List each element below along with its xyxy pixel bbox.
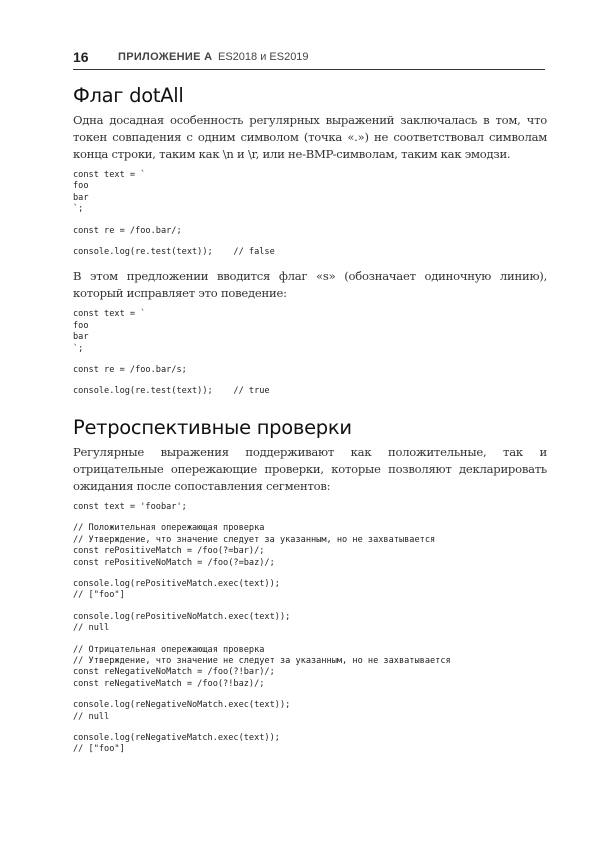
code-block	[73, 170, 547, 258]
section-heading-lookaround: Ретроспективные проверки	[73, 415, 352, 439]
paragraph: Одна досадная особенность регулярных выражений заключалась в том, что токен совпадения с одним символом (точка «.») не соответствовал символам конца строки, таким как \n и \r, или не-BMP-символам, таким как эмодзи.	[73, 113, 547, 161]
chapter-subtitle: ES2018 и ES2019	[218, 51, 309, 63]
code-block	[73, 309, 547, 397]
code-group: const re = /foo.bar/s;	[73, 365, 187, 376]
code-group: const re = /foo.bar/;	[73, 225, 182, 236]
page-content	[73, 84, 547, 766]
code-group: const text = 'foobar';	[73, 501, 187, 512]
code-block	[73, 502, 547, 756]
code-group: // Положительная опережающая проверка // Утверждение, что значение следует за указанным, но не захватывается const rePositiveMatch = /foo(?=bar)/; const rePositiveNoMatch = /foo(?=baz)/;	[73, 523, 436, 568]
page-number: 16	[73, 49, 89, 65]
code-group: const text = ` foo bar `;	[73, 309, 146, 354]
code-group: console.log(rePositiveNoMatch.exec(text)); // null	[73, 611, 291, 634]
paragraph: В этом предложении вводится флаг «s» (обозначает одиночную линию), который исправляет это поведение:	[73, 269, 547, 301]
code-group: const text = ` foo bar `;	[73, 170, 146, 215]
code-group: // Отрицательная опережающая проверка // Утверждение, что значение не следует за указанным, но не захватывается const reNegativeNoMatch = /foo(?!bar)/; const reNegativeMatch = /foo(?!baz)/;	[73, 644, 451, 689]
section-heading-dotall: Флаг dotAll	[73, 84, 184, 107]
chapter-label: ПРИЛОЖЕНИЕ А	[118, 51, 213, 63]
paragraph: Регулярные выражения поддерживают как положительные, так и отрицательные опережающие проверки, которые позволяют декларировать ожидания после сопоставления сегментов:	[73, 444, 547, 493]
code-group: console.log(re.test(text)); // false	[73, 247, 275, 258]
code-group: console.log(reNegativeMatch.exec(text)); // ["foo"]	[73, 732, 280, 755]
running-header	[73, 49, 545, 70]
code-group: console.log(reNegativeNoMatch.exec(text)); // null	[73, 700, 291, 722]
code-group: console.log(rePositiveMatch.exec(text)); // ["foo"]	[73, 578, 280, 601]
code-group: console.log(re.test(text)); // true	[73, 386, 270, 397]
